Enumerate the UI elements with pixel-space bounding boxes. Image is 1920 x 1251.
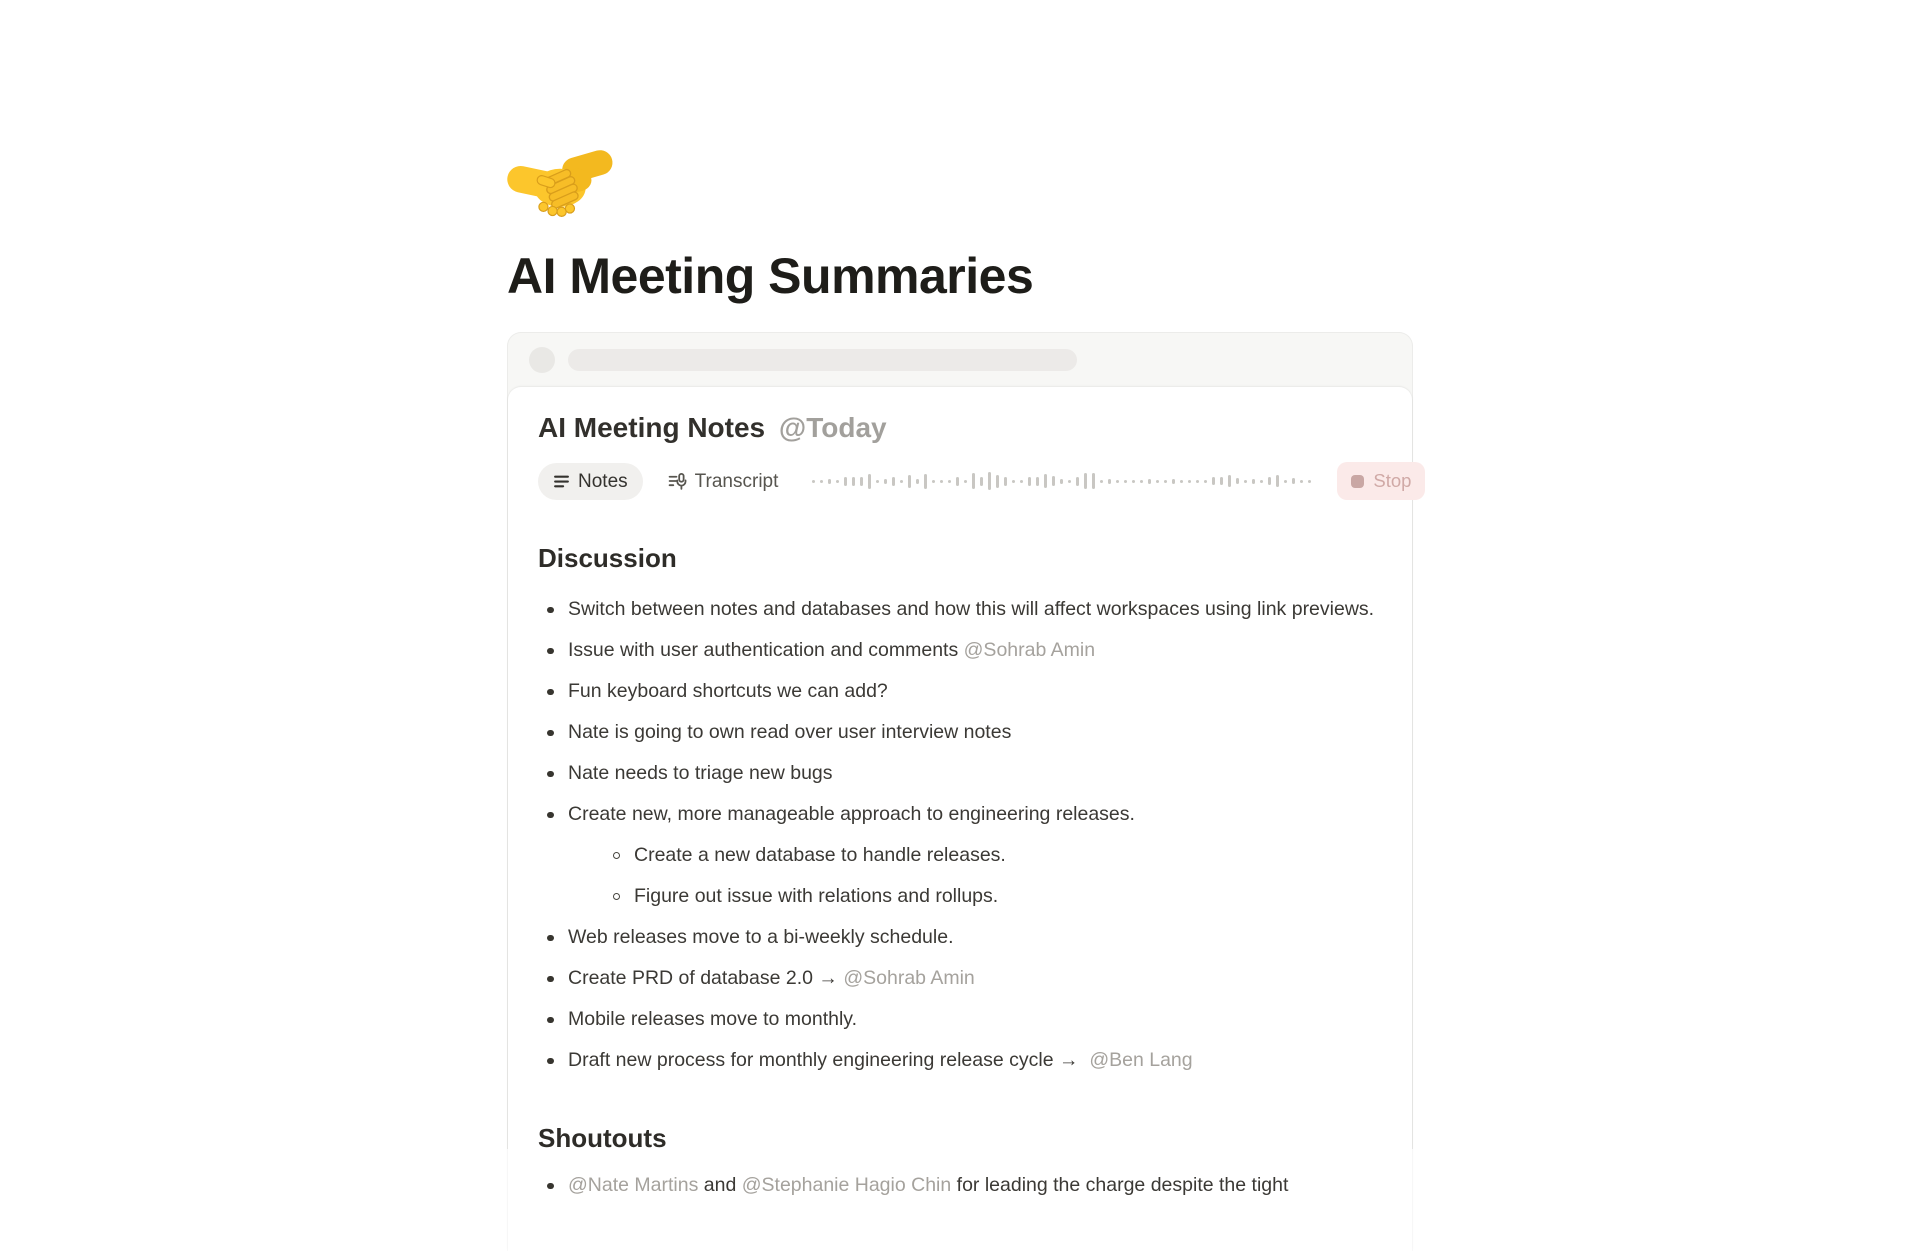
waveform-bar — [1300, 480, 1303, 483]
waveform-bar — [1228, 475, 1231, 487]
waveform-bar — [1236, 478, 1239, 484]
waveform-bar — [1284, 480, 1287, 483]
waveform-bar — [1100, 480, 1103, 483]
waveform-bar — [1068, 480, 1071, 483]
section-heading: Discussion — [538, 543, 677, 573]
notes-section — [538, 1122, 1382, 1201]
skeleton-bar — [568, 349, 1077, 371]
list-item — [538, 1045, 1382, 1076]
waveform-bar — [1084, 473, 1087, 489]
waveform-bar — [900, 480, 903, 483]
waveform-bar — [1052, 476, 1055, 486]
waveform-bar — [924, 474, 927, 489]
list-item-text: Web releases move to a bi-weekly schedule. — [568, 926, 954, 948]
waveform-bar — [1012, 480, 1015, 483]
waveform-bar — [908, 475, 911, 488]
list-item-text: Figure out issue with relations and rollups. — [634, 885, 999, 907]
list-item-text: Issue with user authentication and comments — [568, 639, 964, 661]
list-item-text: and — [698, 1174, 742, 1196]
waveform-bar — [892, 477, 895, 486]
list-item-text: Switch between notes and databases and how this will affect workspaces using link previews. — [568, 598, 1375, 620]
waveform-bar — [940, 480, 943, 483]
waveform-bar — [1276, 475, 1279, 487]
waveform-bar — [1180, 480, 1183, 483]
list-item-text: Nate needs to triage new bugs — [568, 762, 833, 784]
waveform-bar — [1252, 479, 1255, 484]
list-item — [538, 1004, 1382, 1035]
list-item — [538, 799, 1382, 912]
card-title — [538, 411, 1382, 445]
mention[interactable]: @Stephanie Hagio Chin — [741, 1174, 952, 1196]
waveform-bar — [988, 472, 991, 490]
list-item-text: Create PRD of database 2.0 → — [568, 967, 844, 989]
waveform-bar — [812, 480, 815, 483]
waveform-bar — [1220, 477, 1223, 485]
handshake-emoji — [507, 140, 613, 224]
waveform-bar — [948, 480, 951, 483]
meeting-notes-panel — [508, 387, 1412, 1251]
waveform-bar — [1204, 480, 1207, 483]
notes-section — [538, 542, 1382, 1076]
page-title: AI Meeting Summaries — [507, 248, 1034, 304]
list-item — [538, 758, 1382, 789]
mention[interactable]: @Sohrab Amin — [843, 967, 975, 989]
card-title-text: AI Meeting Notes — [538, 412, 766, 443]
stop-icon — [1351, 475, 1364, 488]
waveform-bar — [956, 477, 959, 486]
waveform-bar — [860, 477, 863, 486]
list-item — [538, 635, 1382, 666]
stop-button-label: Stop — [1373, 470, 1412, 491]
list-item — [538, 676, 1382, 707]
waveform-bar — [1292, 478, 1295, 484]
transcript-icon — [668, 472, 687, 491]
audio-waveform — [812, 469, 1311, 493]
list-item — [604, 881, 1382, 912]
page-content — [507, 0, 1413, 1196]
bullet-list — [538, 594, 1382, 1076]
waveform-bar — [1164, 480, 1167, 483]
waveform-bar — [1172, 479, 1175, 484]
card-header-strip — [508, 333, 1412, 387]
waveform-bar — [1268, 477, 1271, 485]
waveform-bar — [1076, 477, 1079, 486]
tab-notes-label: Notes — [578, 470, 628, 492]
notes-toolbar — [538, 462, 1412, 500]
list-item-text: Draft new process for monthly engineering release cycle → — [568, 1049, 1090, 1071]
stop-recording-button[interactable] — [1337, 462, 1425, 500]
waveform-bar — [1188, 480, 1191, 483]
list-item — [538, 594, 1382, 625]
waveform-bar — [1132, 480, 1135, 483]
list-item-text: Fun keyboard shortcuts we can add? — [568, 680, 888, 702]
list-item — [538, 963, 1382, 994]
waveform-bar — [1020, 480, 1023, 483]
list-item-text: Create new, more manageable approach to engineering releases. — [568, 803, 1135, 825]
waveform-bar — [876, 480, 879, 483]
waveform-bar — [1004, 477, 1007, 486]
list-item-text: for leading the charge despite the tight — [951, 1174, 1289, 1196]
waveform-bar — [1092, 473, 1095, 489]
section-heading: Shoutouts — [538, 1123, 667, 1153]
waveform-bar — [884, 479, 887, 484]
waveform-bar — [932, 480, 935, 483]
waveform-bar — [836, 480, 839, 483]
waveform-bar — [1196, 480, 1199, 483]
meeting-card — [507, 332, 1413, 1196]
list-item — [538, 717, 1382, 748]
align-left-icon — [553, 473, 570, 490]
bullet-list — [538, 1170, 1382, 1201]
list-item — [538, 1170, 1382, 1201]
waveform-bar — [1108, 479, 1111, 484]
mention[interactable]: @Nate Martins — [568, 1174, 699, 1196]
waveform-bar — [1308, 480, 1311, 483]
waveform-bar — [1140, 480, 1143, 483]
mention[interactable]: @Ben Lang — [1089, 1049, 1193, 1071]
waveform-bar — [852, 477, 855, 486]
waveform-bar — [828, 479, 831, 484]
list-item-text: Mobile releases move to monthly. — [568, 1008, 858, 1030]
waveform-bar — [1124, 480, 1127, 483]
waveform-bar — [844, 477, 847, 486]
waveform-bar — [980, 477, 983, 486]
date-mention[interactable]: @Today — [778, 412, 887, 443]
waveform-bar — [916, 479, 919, 484]
list-item — [604, 840, 1382, 871]
waveform-bar — [1156, 480, 1159, 483]
waveform-bar — [1244, 480, 1247, 483]
bullet-list — [604, 840, 1382, 912]
notes-body — [538, 542, 1382, 1201]
waveform-bar — [964, 480, 967, 483]
waveform-bar — [1116, 480, 1119, 483]
waveform-bar — [820, 480, 823, 483]
waveform-bar — [1260, 480, 1263, 483]
waveform-bar — [1060, 479, 1063, 484]
waveform-bar — [1212, 477, 1215, 485]
waveform-bar — [1148, 479, 1151, 484]
tab-transcript-label: Transcript — [694, 470, 779, 492]
list-item-text: Create a new database to handle releases. — [634, 844, 1006, 866]
waveform-bar — [1036, 477, 1039, 486]
avatar-placeholder — [529, 347, 555, 373]
tab-transcript[interactable] — [664, 463, 783, 500]
tab-notes[interactable] — [538, 463, 643, 500]
mention[interactable]: @Sohrab Amin — [963, 639, 1096, 661]
list-item — [538, 922, 1382, 953]
waveform-bar — [996, 475, 999, 488]
waveform-bar — [868, 474, 871, 489]
waveform-bar — [1028, 477, 1031, 486]
waveform-bar — [1044, 474, 1047, 488]
waveform-bar — [972, 473, 975, 489]
list-item-text: Nate is going to own read over user interview notes — [568, 721, 1012, 743]
